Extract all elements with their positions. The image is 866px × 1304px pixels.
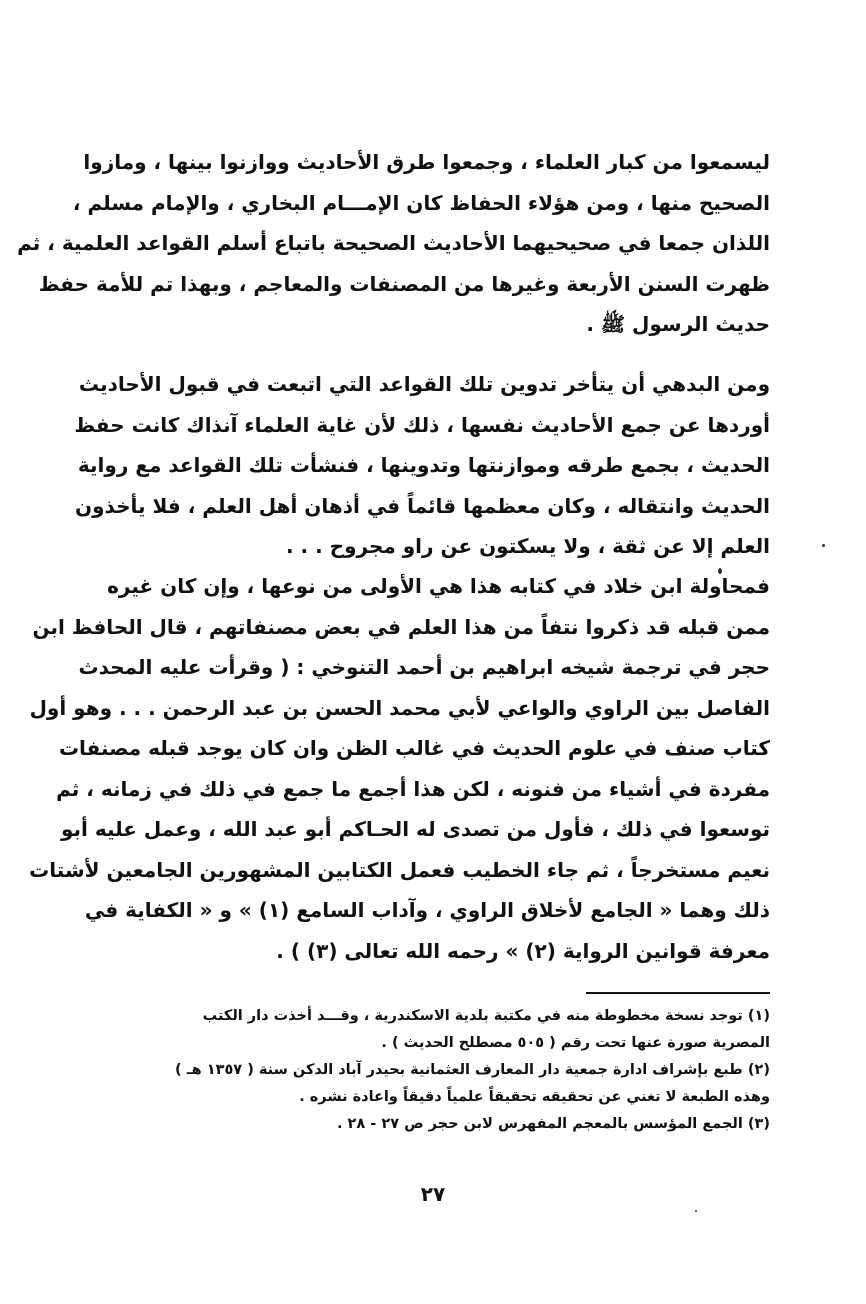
paragraph-line: أوردها عن جمع الأحاديث نفسها ، ذلك لأن غاية العلماء آنذاك كانت حفظ [74, 412, 770, 437]
paragraph-line: معرفة قوانين الرواية (٢) » رحمه الله تعالى (٣) ) . [276, 938, 770, 963]
paragraph-line: الصحيح منها ، ومن هؤلاء الحفاظ كان الإمـــام البخاري ، والإمام مسلم ، [72, 190, 770, 215]
scan-speck [718, 568, 722, 574]
footnote-separator [586, 992, 770, 994]
paragraph-line: ممن قبله قد ذكروا نتفاً من هذا العلم في بعض مصنفاتهم ، قال الحافظ ابن [32, 614, 770, 639]
paragraph-line: ظهرت السنن الأربعة وغيرها من المصنفات والمعاجم ، وبهذا تم للأمة حفظ [38, 271, 770, 296]
scan-speck [695, 1210, 697, 1212]
paragraph-line: توسعوا في ذلك ، فأول من تصدى له الحـاكم أبو عبد الله ، وعمل عليه أبو [60, 817, 770, 841]
paragraph-line: حديث الرسول ﷺ . [586, 312, 770, 336]
paragraph-2 [74, 364, 770, 567]
paragraph-1 [17, 142, 770, 345]
paragraph-line: اللذان جمعا في صحيحيهما الأحاديث الصحيحة باتباع أسلم القواعد العلمية ، ثم [17, 231, 770, 255]
paragraph-line: الحديث وانتقاله ، وكان معظمها قائماً في أذهان أهل العلم ، فلا يأخذون [75, 493, 770, 518]
footnote-line: وهذه الطبعة لا تغني عن تحقيقه تحقيقاً علمياً دقيقاً واعادة نشره . [299, 1089, 770, 1105]
footnote-line: (١) توجد نسخة مخطوطة منه في مكتبة بلدية الاسكندرية ، وقـــد أخذت دار الكتب [202, 1008, 770, 1024]
paragraph-line: مفردة في أشياء من فنونه ، لكن هذا أجمع ما جمع في ذلك في زمانه ، ثم [56, 776, 770, 801]
paragraph-line: العلم إلا عن ثقة ، ولا يسكتون عن راو مجروح . . . [285, 534, 770, 558]
paragraph-line: كتاب صنف في علوم الحديث في غالب الظن وان كان يوجد قبله مصنفات [58, 736, 770, 760]
footnote-line: المصرية صورة عنها تحت رقم ( ٥٠٥ مصطلح الحديث ) . [381, 1035, 770, 1051]
paragraph-line: الحديث ، بجمع طرقه وموازنتها وتدوينها ، فنشأت تلك القواعد مع رواية [77, 453, 770, 477]
paragraph-line: ومن البدهي أن يتأخر تدوين تلك القواعد التي اتبعت في قبول الأحاديث [78, 372, 770, 396]
paragraph-line: الفاصل بين الراوي والواعي لأبي محمد الحسن بن عبد الرحمن . . . وهو أول [29, 695, 770, 720]
paragraph-line: ذلك وهما « الجامع لأخلاق الراوي ، وآداب السامع (١) » و « الكفاية في [84, 898, 770, 922]
paragraph-line: ليسمعوا من كبار العلماء ، وجمعوا طرق الأحاديث ووازنوا بينها ، ومازوا [83, 150, 770, 174]
footnotes [98, 1003, 770, 1138]
paragraph-3 [29, 566, 770, 971]
page-number: ٢٧ [420, 1182, 446, 1206]
paragraph-line: نعيم مستخرجاً ، ثم جاء الخطيب فعمل الكتابين المشهورين الجامعين لأشتات [29, 857, 770, 882]
paragraph-line: فمحاولة ابن خلاد في كتابه هذا هي الأولى من نوعها ، وإن كان غيره [107, 574, 770, 598]
footnote-line: (٣) الجمع المؤسس بالمعجم المفهرس لابن حجر ص ٢٧ - ٢٨ . [336, 1116, 770, 1132]
footnote-line: (٢) طبع بإشراف ادارة جمعية دار المعارف العثمانية بحيدر آباد الدكن سنة ( ١٣٥٧ هـ ) [175, 1062, 770, 1078]
scan-speck [822, 544, 825, 547]
paragraph-line: حجر في ترجمة شيخه ابراهيم بن أحمد التنوخي : ( وقرأت عليه المحدث [78, 655, 770, 679]
